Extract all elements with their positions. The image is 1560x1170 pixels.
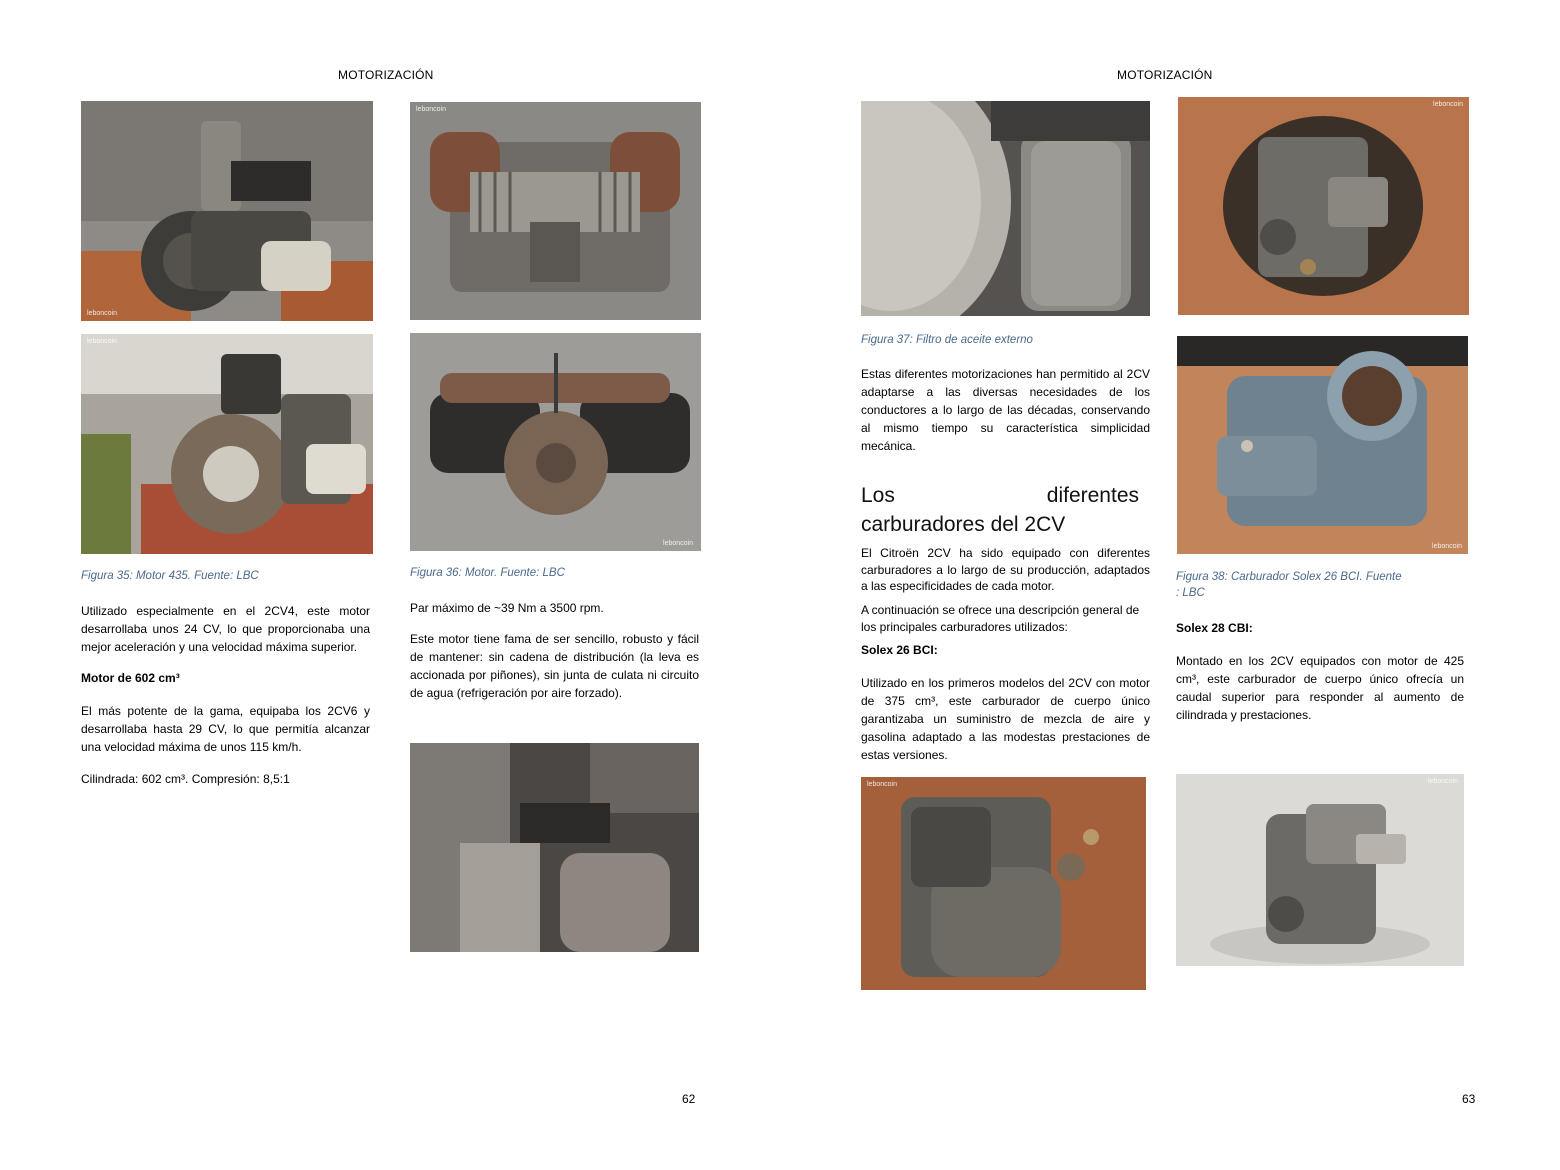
- photo-carburettor-top: [1178, 97, 1469, 315]
- heading-motor-602: Motor de 602 cm³: [81, 671, 180, 685]
- watermark-text: leboncoin: [867, 781, 897, 788]
- paragraph-solex-26-text: Utilizado en los primeros modelos del 2CV con motor de 375 cm³, este carburador de cuerpo único garantizaba un suministro de mezcla de aire y gasolina adaptado a las modestas prestaciones de estas versiones.: [861, 676, 1150, 762]
- paragraph-intro: [861, 602, 1150, 635]
- torque-text: Par máximo de ~39 Nm a 3500 rpm.: [410, 601, 604, 615]
- caption-figure-37: Figura 37: Filtro de aceite externo: [861, 334, 1033, 346]
- caption-figure-35: Figura 35: Motor 435. Fuente: LBC: [81, 570, 259, 582]
- photo-engine-flywheel: [410, 333, 701, 551]
- photo-solex-26-bci: [1177, 336, 1468, 554]
- photo-engine-435-top: [81, 101, 373, 321]
- caption-figure-38-line-1: Figura 38: Carburador Solex 26 BCI. Fuente: [1176, 571, 1402, 583]
- photo-solex-on-wood: [861, 777, 1146, 990]
- caption-figure-38: [1176, 569, 1426, 601]
- watermark-text: leboncoin: [1428, 778, 1458, 785]
- paragraph-equip-text: El Citroën 2CV ha sido equipado con diferentes carburadores a lo largo de su producción, adaptados a las especificidades de cada motor.: [861, 546, 1150, 593]
- photo-oil-filter: [861, 101, 1150, 316]
- section-heading-line-1: Los diferentes: [861, 484, 1139, 507]
- section-heading-line-2: carburadores del 2CV: [861, 513, 1066, 536]
- watermark-text: leboncoin: [1433, 101, 1463, 108]
- caption-figure-38-line-2: : LBC: [1176, 587, 1205, 599]
- paragraph-intro-text: A continuación se ofrece una descripción general de los principales carburadores utilizados:: [861, 603, 1140, 634]
- watermark-text: leboncoin: [1432, 543, 1462, 550]
- left-page-number: 62: [682, 1092, 696, 1106]
- right-page-header: MOTORIZACIÓN: [1117, 68, 1213, 82]
- paragraph-2cv4: [81, 602, 370, 656]
- paragraph-fame-text: Este motor tiene fama de ser sencillo, robusto y fácil de mantener: sin cadena de distribución (la leva es accionada por piñones), sin junta de culata ni circuito de agua (refrigeración por aire forzado).: [410, 632, 699, 700]
- paragraph-602-text: El más potente de la gama, equipaba los 2CV6 y desarrollaba hasta 29 CV, lo que permitía alcanzar una velocidad máxima de unos 115 km/h.: [81, 704, 370, 754]
- watermark-text: leboncoin: [663, 540, 693, 547]
- heading-solex-28: Solex 28 CBI:: [1176, 621, 1253, 635]
- left-page-header: MOTORIZACIÓN: [338, 68, 434, 82]
- section-heading-carburettors: [861, 481, 1139, 539]
- paragraph-solex-28-text: Montado en los 2CV equipados con motor de 425 cm³, este carburador de cuerpo único ofrecía un caudal superior para responder al aumento de cilindrada y prestaciones.: [1176, 654, 1464, 722]
- right-page-number: 63: [1462, 1092, 1476, 1106]
- photo-engine-under-car: [410, 743, 699, 952]
- photo-engine-435-side: [81, 334, 373, 554]
- heading-solex-26: Solex 26 BCI:: [861, 643, 938, 657]
- paragraph-602: [81, 702, 370, 756]
- paragraph-solex-28: [1176, 652, 1464, 724]
- spec-602: Cilindrada: 602 cm³. Compresión: 8,5:1: [81, 772, 290, 786]
- paragraph-adapt-text: Estas diferentes motorizaciones han permitido al 2CV adaptarse a las diversas necesidades de los conductores a lo largo de las décadas, conservando al mismo tiempo su característica simplicidad mecánica.: [861, 367, 1150, 453]
- watermark-text: leboncoin: [87, 310, 117, 317]
- watermark-text: leboncoin: [416, 106, 446, 113]
- photo-solex-28-cbi: [1176, 774, 1464, 966]
- watermark-text: leboncoin: [87, 338, 117, 345]
- photo-engine-top-view: [410, 102, 701, 320]
- paragraph-adapt: [861, 365, 1150, 455]
- paragraph-fame: [410, 630, 699, 702]
- paragraph-solex-26: [861, 674, 1150, 764]
- paragraph-equip: [861, 545, 1150, 595]
- caption-figure-36: Figura 36: Motor. Fuente: LBC: [410, 567, 565, 579]
- paragraph-2cv4-text: Utilizado especialmente en el 2CV4, este motor desarrollaba unos 24 CV, lo que proporcionaba una mejor aceleración y una velocidad máxima superior.: [81, 604, 370, 654]
